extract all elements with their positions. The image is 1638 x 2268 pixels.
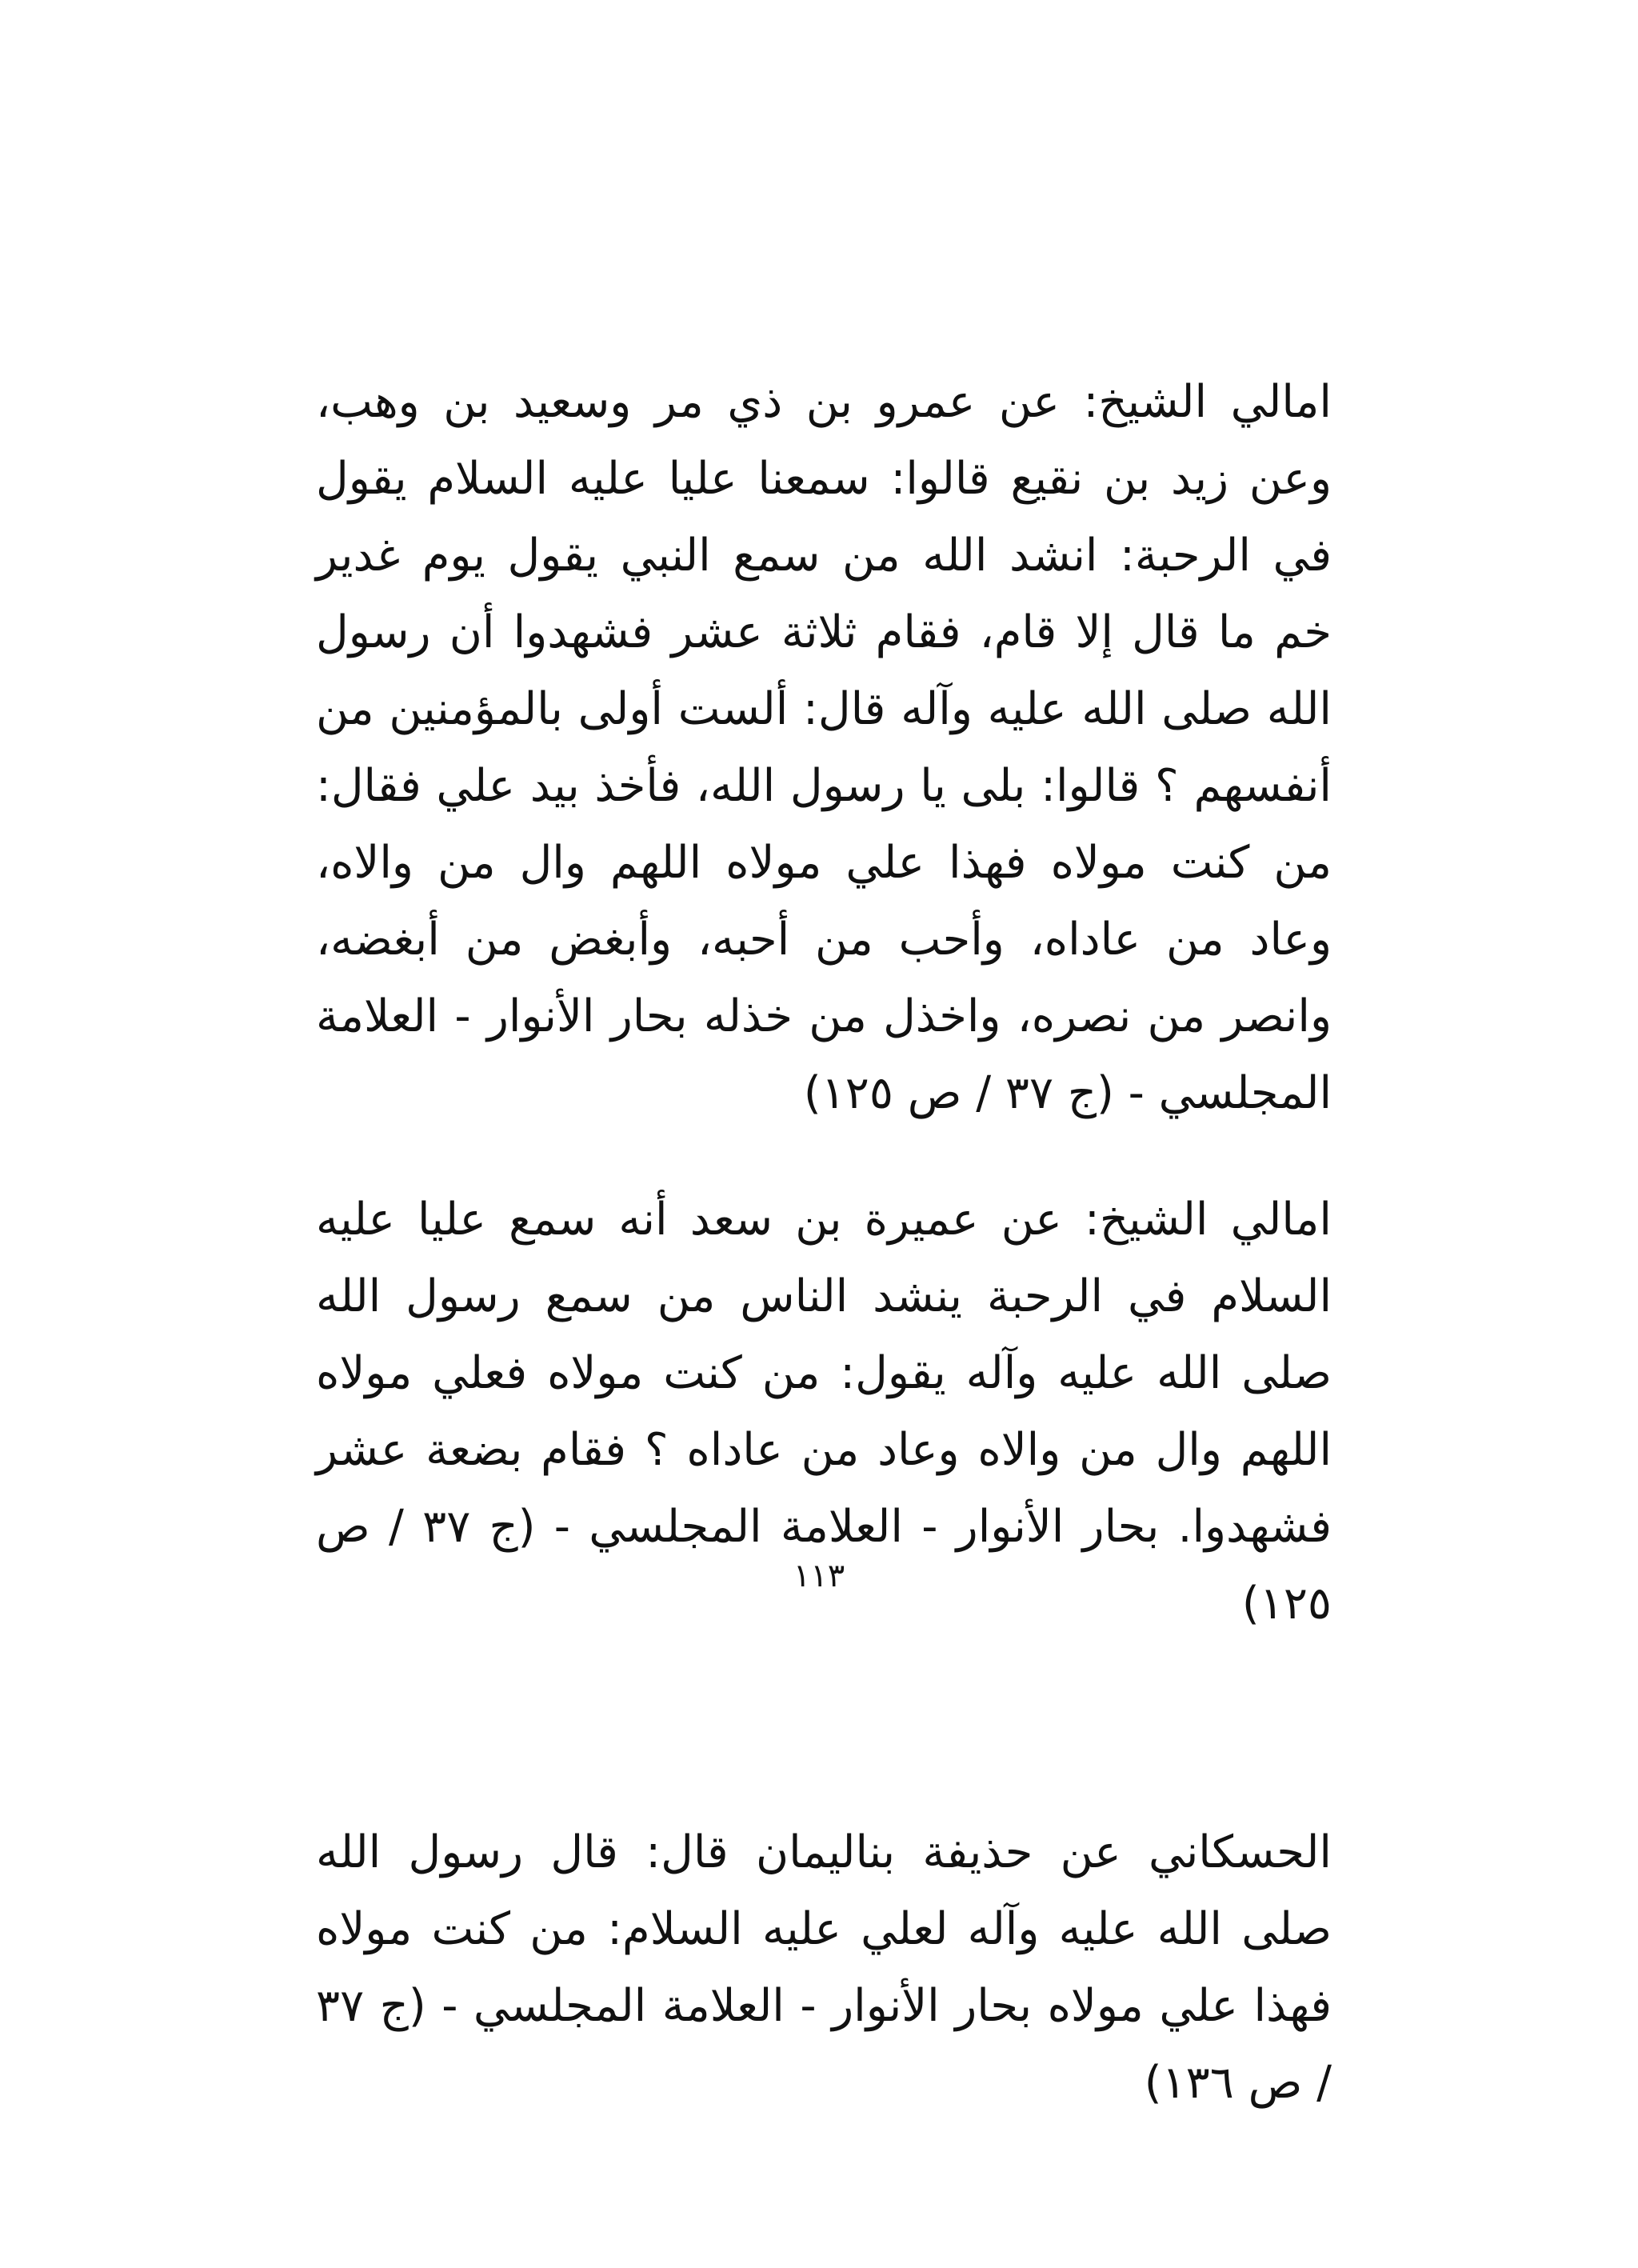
text-body <box>316 364 1332 2122</box>
page-number: ١١٣ <box>793 1558 845 1594</box>
paragraph-1: امالي الشيخ: عن عمرو بن ذي مر وسعيد بن وهب، وعن زيد بن نقيع قالوا: سمعنا عليا عليه السلام يقول في الرحبة: انشد الله من سمع النبي يقول يوم غدير خم ما قال إلا قام، فقام ثلاثة عشر فشهدوا أن رسول الله صلى الله عليه وآله قال: ألست أولى بالمؤمنين من أنفسهم ؟ قالوا: بلى يا رسول الله، فأخذ بيد علي فقال: من كنت مولاه فهذا علي مولاه اللهم وال من والاه، وعاد من عاداه، وأحب من أحبه، وأبغض من أبغضه، وانصر من نصره، واخذل من خذله بحار الأنوار - العلامة المجلسي - (ج ٣٧ / ص ١٢٥) <box>316 376 1332 1119</box>
paragraph-2: امالي الشيخ: عن عميرة بن سعد أنه سمع عليا عليه السلام في الرحبة ينشد الناس من سمع رسول الله صلى الله عليه وآله يقول: من كنت مولاه فعلي مولاه اللهم وال من والاه وعاد من عاداه ؟ فقام بضعة عشر فشهدوا. بحار الأنوار - العلامة المجلسي - (ج ٣٧ / ص ١٢٥) <box>316 1194 1332 1630</box>
paragraph-3: الحسكاني عن حذيفة بناليمان قال: قال رسول الله صلى الله عليه وآله لعلي عليه السلام: من كنت مولاه فهذا علي مولاه بحار الأنوار - العلامة المجلسي - (ج ٣٧ / ص ١٣٦) <box>316 1826 1332 2109</box>
